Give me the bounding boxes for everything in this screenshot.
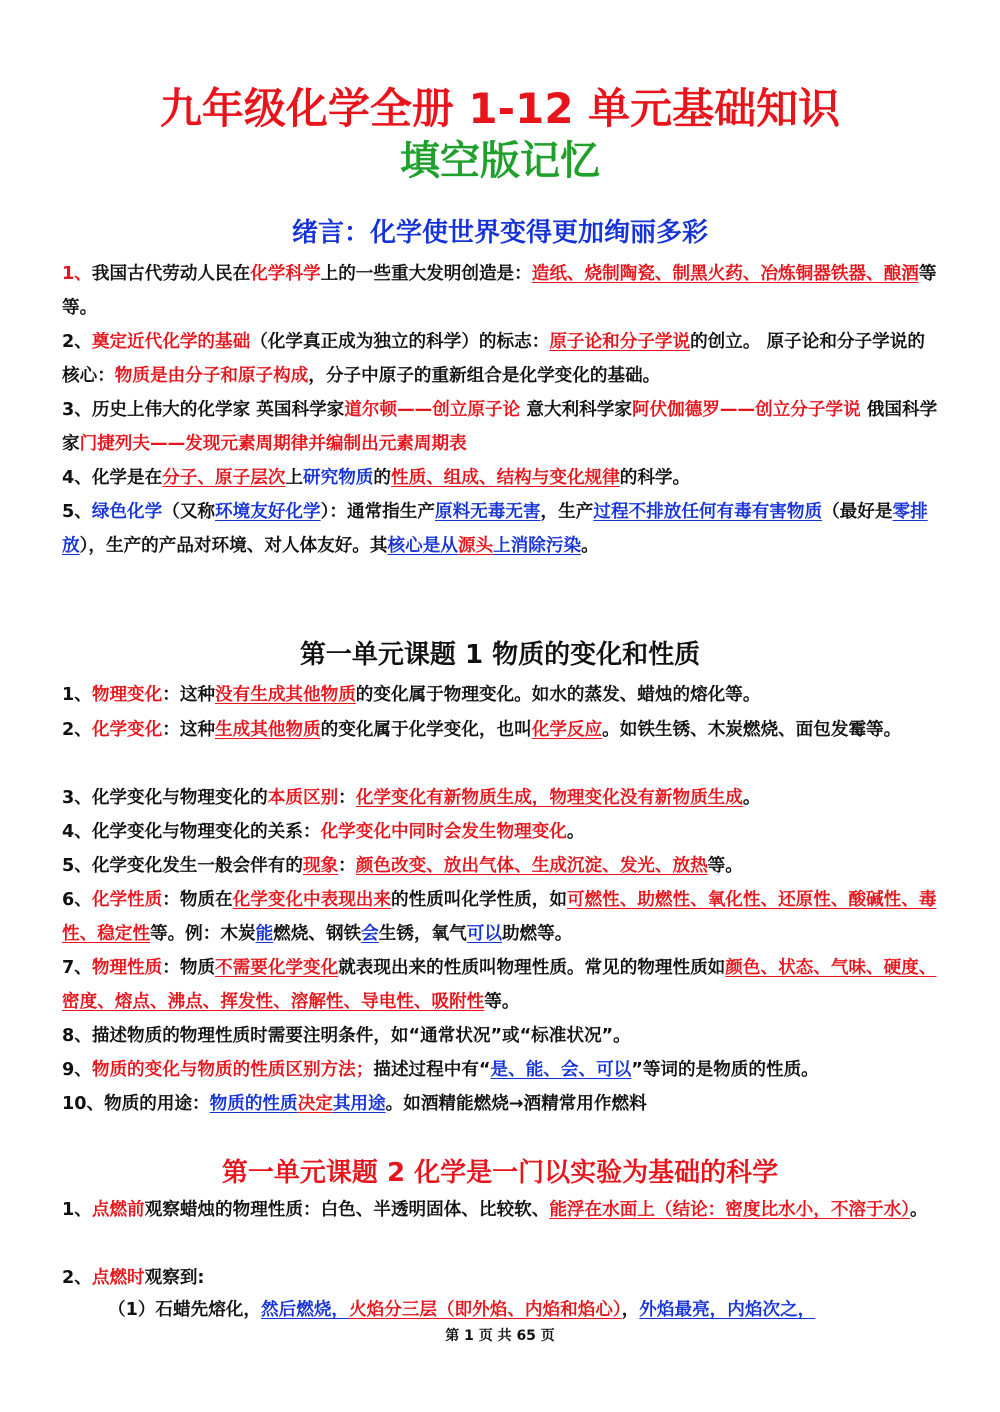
list-item: 2、化学变化：这种生成其他物质的变化属于化学变化，也叫化学反应。如铁生锈、木炭燃烧、面包发霉等。 [62, 720, 902, 740]
list-item: 2、点燃时观察到: [62, 1268, 205, 1288]
section-heading-intro: 绪言：化学使世界变得更加绚丽多彩 [291, 218, 708, 248]
list-item: 1、点燃前观察蜡烛的物理性质：白色、半透明固体、比较软、能浮在水面上（结论：密度比水小，不溶于水）。 [62, 1200, 928, 1220]
list-item: 1、物理变化：这种没有生成其他物质的变化属于物理变化。如水的蒸发、蜡烛的熔化等。 [62, 685, 761, 705]
list-item: （1）石蜡先熔化，然后燃烧，火焰分三层（即外焰、内焰和焰心），外焰最亮，内焰次之， [108, 1300, 816, 1320]
list-item: 10、物质的用途：物质的性质决定其用途。如酒精能燃烧→酒精常用作燃料 [62, 1094, 647, 1114]
list-item: 3、化学变化与物理变化的本质区别：化学变化有新物质生成，物理变化没有新物质生成。 [62, 788, 761, 808]
list-item: 9、物质的变化与物质的性质区别方法；描述过程中有“是、能、会、可以”等词的是物质的性质。 [62, 1060, 819, 1080]
list-item: 3、历史上伟大的化学家 英国科学家道尔顿——创立原子论 意大利科学家阿伏伽德罗——创立分子学说 俄国科学家门捷列夫——发现元素周期律并编制出元素周期表 [62, 400, 938, 454]
list-item: 5、绿色化学（又称环境友好化学）：通常指生产原料无毒无害，生产过程不排放任何有毒有害物质（最好是零排放），生产的产品对环境、对人体友好。其核心是从源头上消除污染。 [62, 502, 928, 556]
page-number: 第 1 页 共 65 页 [445, 1328, 555, 1344]
list-item: 6、化学性质：物质在化学变化中表现出来的性质叫化学性质，如可燃性、助燃性、氧化性、还原性、酸碱性、毒性、稳定性等。例：木炭能燃烧、钢铁会生锈，氧气可以助燃等。 [62, 890, 937, 944]
list-item: 4、化学是在分子、原子层次上研究物质的性质、组成、结构与变化规律的科学。 [62, 468, 691, 488]
document-title: 九年级化学全册 1-12 单元基础知识 [159, 84, 841, 133]
list-item: 1、我国古代劳动人民在化学科学上的一些重大发明创造是：造纸、烧制陶瓷、制黑火药、冶炼铜器铁器、酿酒等等。 [62, 264, 937, 318]
list-item: 2、奠定近代化学的基础（化学真正成为独立的科学）的标志：原子论和分子学说的创立。 原子论和分子学说的核心：物质是由分子和原子构成，分子中原子的重新组合是化学变化的基础。 [62, 332, 925, 386]
list-item: 8、描述物质的物理性质时需要注明条件，如“通常状况”或“标准状况”。 [62, 1026, 631, 1046]
document-subtitle: 填空版记忆 [400, 138, 600, 184]
list-item: 7、物理性质：物质不需要化学变化就表现出来的性质叫物理性质。常见的物理性质如颜色、状态、气味、硬度、密度、熔点、沸点、挥发性、溶解性、导电性、吸附性等。 [62, 958, 937, 1012]
list-item: 5、化学变化发生一般会伴有的现象：颜色改变、放出气体、生成沉淀、发光、放热等。 [62, 856, 743, 876]
section-heading-unit1-lesson2: 第一单元课题 2 化学是一门以实验为基础的科学 [221, 1158, 779, 1188]
list-item: 4、化学变化与物理变化的关系：化学变化中同时会发生物理变化。 [62, 822, 585, 842]
section-heading-unit1-lesson1: 第一单元课题 1 物质的变化和性质 [299, 640, 701, 670]
